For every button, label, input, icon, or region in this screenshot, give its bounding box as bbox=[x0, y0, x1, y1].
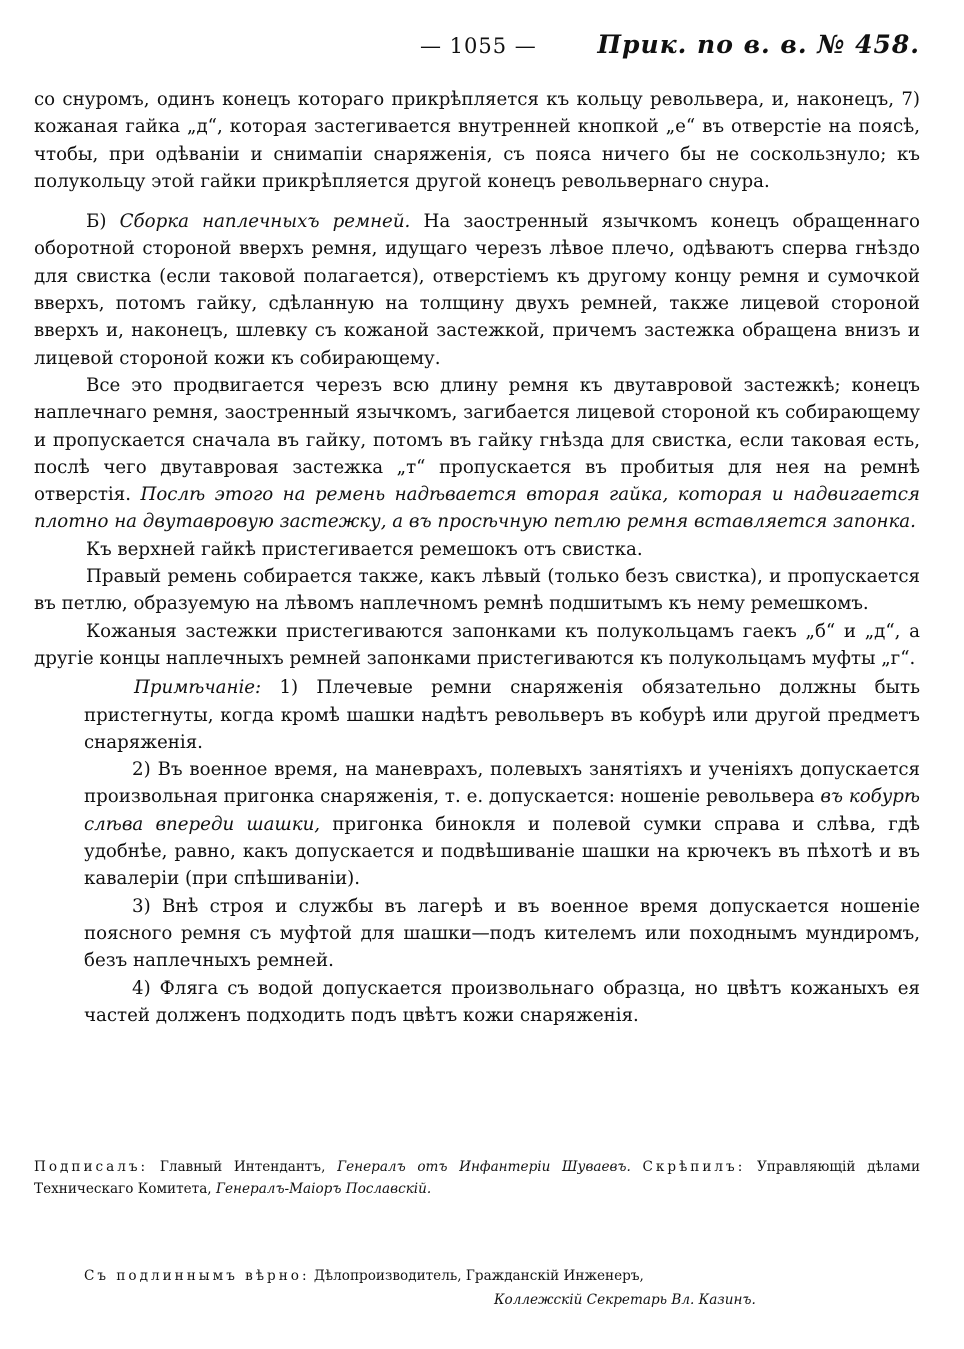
note-2 bbox=[84, 756, 920, 892]
note-3: 3) Внѣ строя и службы въ лагерѣ и въ военное время допускается ношеніе поясного ремня съ муфтой для шашки—подъ кителемъ или походнымъ мундиромъ, безъ наплечныхъ ремней. bbox=[84, 895, 920, 972]
note-1 bbox=[84, 674, 920, 756]
page-header bbox=[30, 30, 920, 66]
document-body bbox=[34, 86, 920, 1029]
note-text: пригонка бинокля и полевой сумки справа и слѣва, гдѣ удобнѣе, равно, какъ допускается и подвѣшиваніе шашки на крючекъ въ пѣхотѣ и въ кавалеріи (при спѣшиваніи). bbox=[84, 813, 920, 890]
note-text: 2) Въ военное время, на маневрахъ, полевыхъ занятіяхъ и ученіяхъ допускается произвольная пригонка снаряженія, т. е. допускается: ношеніе револьвера bbox=[84, 759, 920, 808]
paragraph: Кожаныя застежки пристегиваются запонками къ полукольцамъ гаекъ „б“ и „д“, а другіе концы наплечныхъ ремней запонками пристегиваются къ полукольцамъ муфты „г“. bbox=[34, 620, 920, 669]
signed-label: Подписалъ: bbox=[34, 1159, 149, 1175]
paragraph-text: Все это продвигается черезъ всю длину ремня къ двутавровой застежкѣ; конецъ наплечнаго ремня, заостренный язычкомъ, загибается лицевой стороной къ собирающему и пропускается сначала въ гайку, потомъ въ гайку гнѣзда для свистка, если таковая есть, послѣ чего двутавровая застежка „т“ пропускается въ пробитыя для нея на ремнѣ отверстія. bbox=[34, 374, 920, 506]
section-label: Б) bbox=[86, 211, 107, 233]
section-b-paragraph bbox=[34, 208, 920, 372]
certification-block bbox=[84, 1264, 920, 1312]
certification-label: Съ подлиннымъ вѣрно: bbox=[84, 1268, 310, 1284]
note-heading: Примѣчаніе: bbox=[134, 677, 262, 699]
signer1-name: Генералъ отъ Инфантеріи Шуваевъ. bbox=[337, 1159, 631, 1175]
note-text: 1) Плечевые ремни снаряженія обязательно должны быть пристегнуты, когда кромѣ шашки надѣтъ револьверъ въ кобурѣ или другой предметъ снаряженія. bbox=[84, 677, 920, 753]
paragraph bbox=[34, 372, 920, 536]
certification-role: Дѣлопроизводитель, Гражданскій Инженеръ, bbox=[313, 1268, 644, 1284]
page-number: — 1055 — bbox=[420, 34, 537, 58]
paragraph: Правый ремень собирается также, какъ лѣвый (только безъ свистка), и пропускается въ петлю, образуемую на лѣвомъ наплечномъ ремнѣ подшитымъ къ нему ремешкомъ. bbox=[34, 566, 920, 615]
signer2-title: Управляющій дѣлами Техническаго Комитета, bbox=[34, 1159, 921, 1197]
signer2-name: Генералъ-Маіоръ Пославскій. bbox=[215, 1181, 432, 1197]
paragraph: Къ верхней гайкѣ пристегивается ремешокъ отъ свистка. bbox=[86, 538, 643, 560]
notes-block bbox=[84, 674, 920, 1029]
section-title: Сборка наплечныхъ ремней. bbox=[119, 211, 411, 233]
certification-name: Коллежскій Секретарь Вл. Казинъ. bbox=[494, 1292, 756, 1308]
note-4: 4) Фляга съ водой допускается произвольнаго образца, но цвѣтъ кожаныхъ ея частей долженъ подходить подъ цвѣтъ кожи снаряженія. bbox=[84, 977, 920, 1026]
signatures-block bbox=[34, 1156, 920, 1200]
note-italic-text: въ кобурѣ слѣва впереди шашки, bbox=[84, 786, 920, 835]
order-reference: Прик. по в. в. № 458. bbox=[597, 30, 920, 59]
checked-label: Скрѣпилъ: bbox=[642, 1159, 746, 1175]
paragraph-continuation: со снуромъ, одинъ конецъ котораго прикрѣпляется къ кольцу револьвера, и, наконецъ, 7) кожаная гайка „д“, которая застегивается внутренней кнопкой „е“ въ отверстіе на поясѣ, чтобы, при одѣваніи и снимапіи снаряженія, съ пояса ничего бы не соскользнуло; къ полукольцу этой гайки прикрѣпляется другой конецъ револьвернаго снура. bbox=[34, 89, 920, 192]
signer1-title: Главный Интендантъ, bbox=[159, 1159, 326, 1175]
paragraph-italic-text: Послѣ этого на ремень надѣвается вторая гайка, которая и надвигается плотно на двутавровую застежку, а въ просѣчную петлю ремня вставляется запонка. bbox=[34, 484, 920, 533]
section-text: На заостренный язычкомъ конецъ обращеннаго оборотной стороной вверхъ ремня, идущаго черезъ лѣвое плечо, одѣваютъ сперва гнѣздо для свистка (если таковой полагается), отверстіемъ къ другому концу ремня и сумочкой вверхъ, потомъ гайку, сдѣланную на толщину двухъ ремней, также лицевой стороной вверхъ и, наконецъ, шлевку съ кожаной застежкой, причемъ застежка обращена внизъ и лицевой стороной кожи къ собирающему. bbox=[34, 211, 920, 369]
